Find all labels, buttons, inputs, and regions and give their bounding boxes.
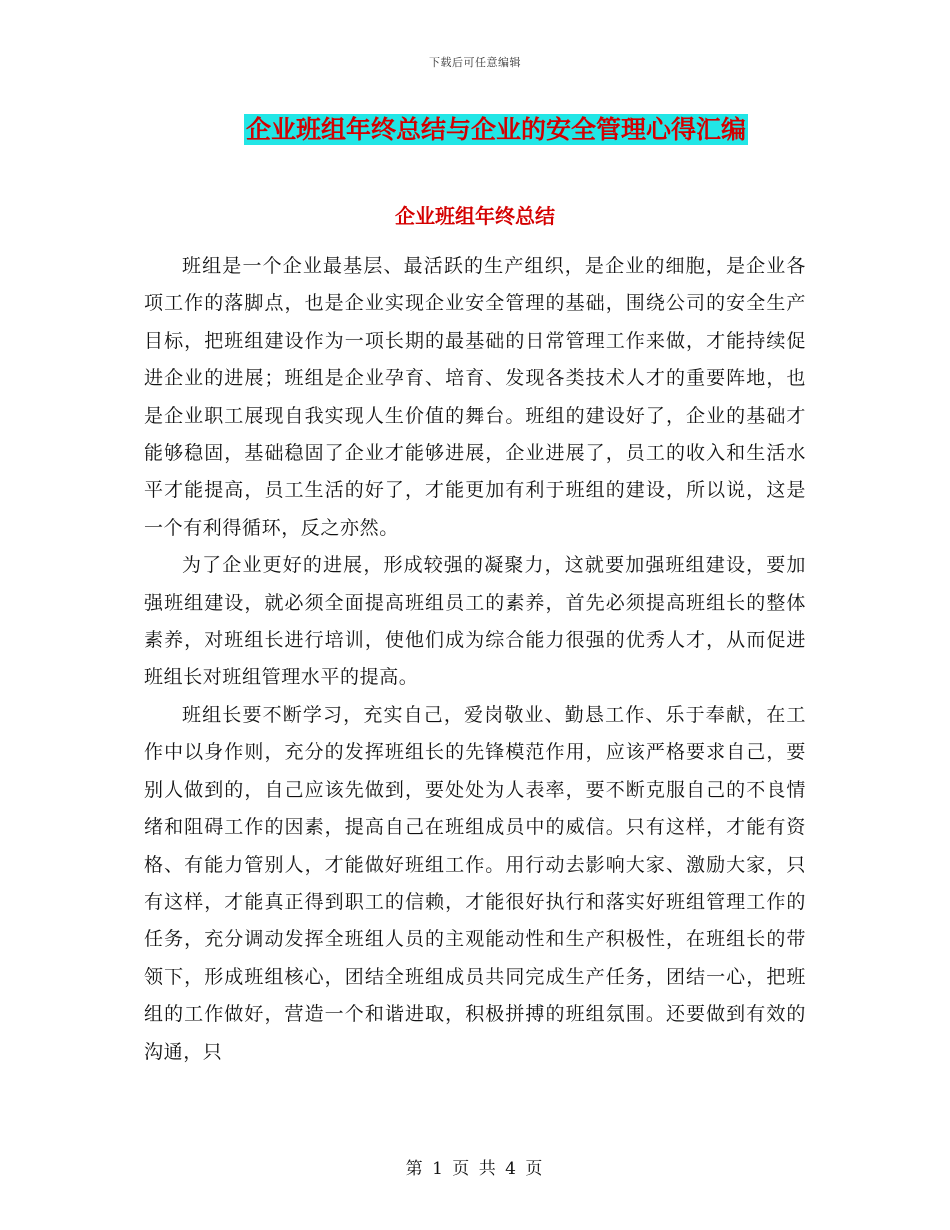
document-title: 企业班组年终总结与企业的安全管理心得汇编 xyxy=(245,115,746,144)
main-title-container xyxy=(0,114,950,145)
section-title: 企业班组年终总结 xyxy=(395,204,555,228)
body-text xyxy=(144,248,806,1071)
paragraph-2: 为了企业更好的进展，形成较强的凝聚力，这就要加强班组建设，要加强班组建设，就必须全面提高班组员工的素养，首先必须提高班组长的整体素养，对班组长进行培训，使他们成为综合能力很强的优秀人才，从而促进班组长对班组管理水平的提高。 xyxy=(144,554,806,689)
paragraph-3: 班组长要不断学习，充实自己，爱岗敬业、勤恳工作、乐于奉献，在工作中以身作则，充分的发挥班组长的先锋模范作用，应该严格要求自己，要别人做到的，自己应该先做到，要处处为人表率，要不断克服自己的不良情绪和阻碍工作的因素，提高自己在班组成员中的威信。只有这样，才能有资格、有能力管别人，才能做好班组工作。用行动去影响大家、激励大家，只有这样，才能真正得到职工的信赖，才能很好执行和落实好班组管理工作的任务，充分调动发挥全班组人员的主观能动性和生产积极性，在班组长的带领下，形成班组核心，团结全班组成员共同完成生产任务，团结一心，把班组的工作做好，营造一个和谐进取，积极拼搏的班组氛围。还要做到有效的沟通，只 xyxy=(144,703,806,1063)
header-note: 下载后可任意编辑 xyxy=(429,56,521,69)
page-number-footer: 第 1 页 共 4 页 xyxy=(405,1159,545,1179)
paragraph-1: 班组是一个企业最基层、最活跃的生产组织，是企业的细胞，是企业各项工作的落脚点，也是企业实现企业安全管理的基础，围绕公司的安全生产目标，把班组建设作为一项长期的最基础的日常管理工作来做，才能持续促进企业的进展；班组是企业孕育、培育、发现各类技术人才的重要阵地，也是企业职工展现自我实现人生价值的舞台。班组的建设好了，企业的基础才能够稳固，基础稳固了企业才能够进展，企业进展了，员工的收入和生活水平才能提高，员工生活的好了，才能更加有利于班组的建设，所以说，这是一个有利得循环，反之亦然。 xyxy=(144,255,806,539)
